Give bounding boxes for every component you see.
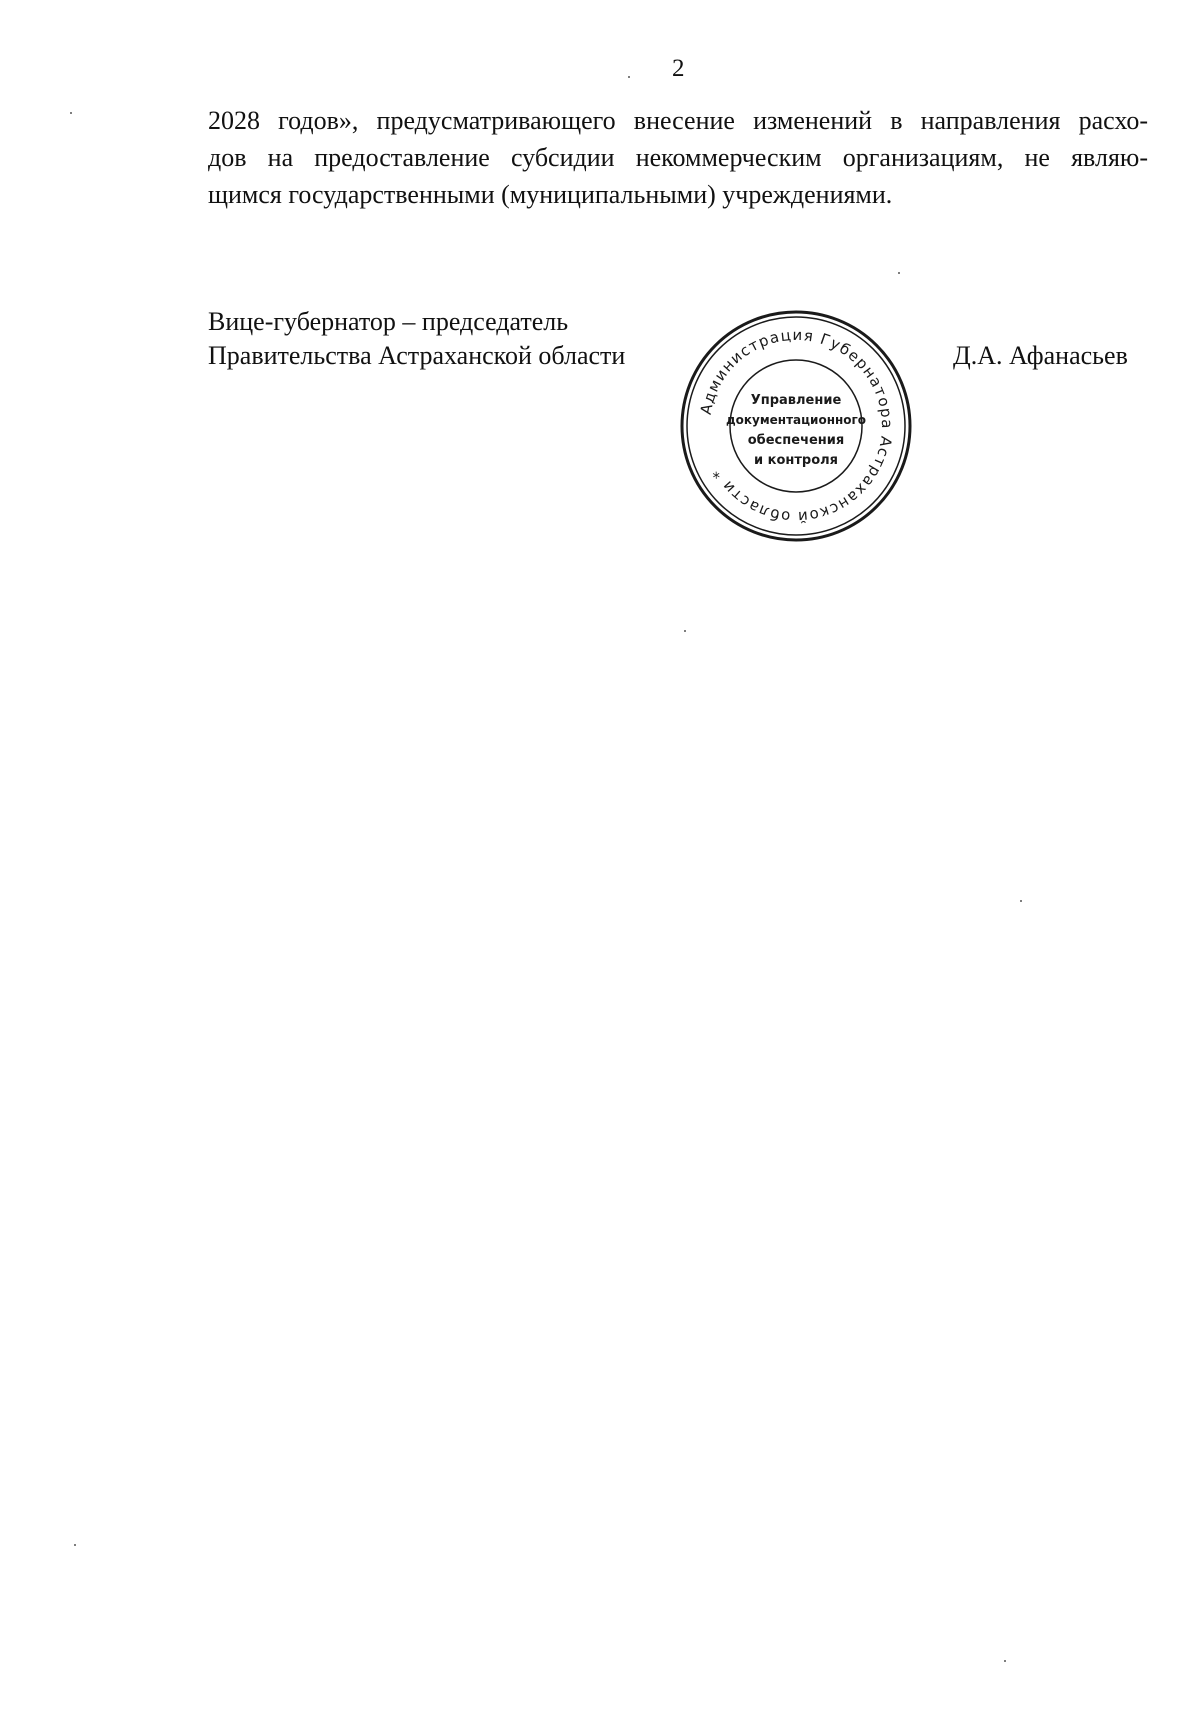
body-paragraph: [208, 102, 1148, 213]
stamp-center-line: документационного: [725, 413, 867, 427]
stamp-center-line: и контроля: [753, 453, 839, 468]
stamp-center-line: обеспечения: [747, 433, 845, 448]
body-line: дов на предоставление субсидии некоммерческим организациям, не являю-: [208, 143, 1148, 172]
official-stamp-seal: [678, 308, 914, 544]
signatory-title: [208, 305, 625, 373]
stamp-ring-text: Администрация Губернатора Астраханской области *: [696, 325, 897, 527]
signatory-title-line: Вице-губернатор – председатель: [208, 307, 569, 336]
signatory-title-line: Правительства Астраханской области: [208, 341, 626, 370]
page-number: 2: [672, 55, 685, 82]
signatory-name: Д.А. Афанасьев: [953, 341, 1128, 370]
body-line: 2028 годов», предусматривающего внесение изменений в направления расхо-: [208, 106, 1148, 135]
stamp-center-line: Управление: [750, 393, 842, 408]
body-line: щимся государственными (муниципальными) учреждениями.: [208, 180, 893, 209]
